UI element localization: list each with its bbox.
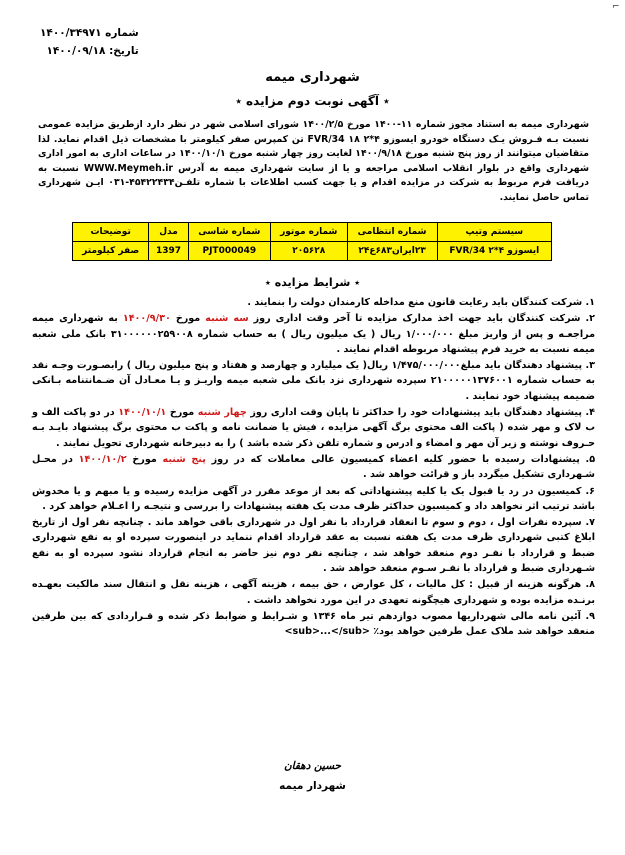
term-2 <box>32 311 595 357</box>
table-row <box>73 242 552 261</box>
cell-system: ایسوزو ۴*۲ FVR/34 <box>437 242 551 261</box>
term-4-text-b: مورخ <box>169 407 195 419</box>
table-header-row <box>73 223 552 242</box>
header-system: سیستم وتیپ <box>437 223 551 242</box>
term-4-day: چهار شنبه <box>197 407 247 419</box>
term-5-date: ۱۴۰۰/۱۰/۲ <box>78 453 127 465</box>
term-6: ۶. کمیسیون در رد یا قبول یک یا کلیه پیشنهاداتی که بعد از موعد مقرر در آگهی مزایده رسیده و یا مبهم و یا مخدوش باشد ترتیب اثر نخواهد داد و کمیسیون حداکثر ظرف مدت یک هفته پیشنهادات را بررسی و نتیجـه را اعـلام خواهد کرد . <box>32 485 595 512</box>
website-link[interactable]: WWW.Meymeh.ir <box>83 162 173 174</box>
term-2-text-c: به شهرداری میمه مراجعـه و پس از واریز مبلغ ۱/۰۰۰/۰۰۰ ریال ( یک میلیون ریال ) به حساب شماره ۳۱۰۰۰۰۰۰۲۵۹۰۰۸ بانک ملی شعبه میمه نسبت به خرید فرم پیشنهاد مربوطه اقدام نمایند . <box>32 313 596 355</box>
term-1: ۱. شرکت کنندگان باید رعایت قانون منع مداخله کارمندان دولت را بنمایند . <box>247 297 595 308</box>
term-4-text-a: ۴. پیشنهاد دهندگان باید پیشنهادات خود را حداکثر تا پایان وقت اداری روز <box>250 407 595 419</box>
corner-mark-icon: ⌐ <box>612 2 620 12</box>
intro-text-2: نسبت به دریافت فرم مربوط به شرکت در مزایده اقدام و یا جهت کسب اطلاعات با شماره تلفـن۴۵۴۲۲۴۳۴-۰۳۱ ایـن شهرداری تماس حاصل نمایند. <box>38 162 589 203</box>
term-4-date: ۱۴۰۰/۱۰/۱ <box>118 407 167 419</box>
term-5-text-a: ۵. پیشنهادات رسیده با حضور کلیه اعضاء کمیسیون عالی معاملات که در روز <box>211 453 596 465</box>
vehicle-spec-table <box>72 222 552 261</box>
letter-date: تاریخ: ۱۴۰۰/۰۹/۱۸ <box>46 45 139 57</box>
signatory-title: شهردار میمه <box>279 780 346 792</box>
cell-notes: صفر کیلومتر <box>73 242 149 261</box>
term-3: ۳. پیشنهاد دهندگان باید مبلغ۱/۴۷۵/۰۰۰/۰۰۰ ریال( یک میلیارد و چهارصد و هفتاد و پنج میلیون ریال ) رابصـورت وجـه نقد به حساب شماره ۲۱۰۰۰۰۰۱۳۷۶۰۰۱ سپرده شهرداری نزد بانک ملی شعبه میمه واریـز و یـا معـادل آن ضـمانتنامه بـانکی ضمیمه پیشنهاد خود نمایند . <box>32 360 596 402</box>
cell-plate: ۲۳ایران۶۸۳ع۲۴ <box>347 242 437 261</box>
header-chassis: شماره شاسی <box>188 223 270 242</box>
cell-chassis: PJT000049 <box>188 242 270 261</box>
cell-engine: ۲۰۵۶۲۸ <box>270 242 347 261</box>
signature-block <box>0 756 625 796</box>
cell-model: 1397 <box>149 242 188 261</box>
term-5-text-c: در محـل شـهرداری تشکیل میگردد باز و قرائت خواهد شد . <box>32 453 595 481</box>
letter-meta <box>40 24 139 60</box>
term-5-day: پنج شنبه <box>162 453 206 465</box>
term-7: ۷. سپرده نفرات اول ، دوم و سوم تا انعقاد قرارداد با نفر اول در شهرداری باقی خواهد ماند . چنانچه نفر اول از تاریخ ابلاغ کتبی شهرداری ظرف مدت یک هفته نسبت به عقد قرارداد اقدام ننماید در اینصورت سپرده او به نفع شهرداری ضبط و قرارداد با نفـر دوم منعقد خواهد شد ، چنانچه نفر دوم نیز حاضر به انجام قرارداد نشود سپرده او به نفع شـهرداری ضبط و قرارداد با نفـر سـوم منعقد خواهد شد . <box>32 517 595 575</box>
term-2-text-a: ۲. شرکت کنندگان باید جهت اخذ مدارک مزایده تا آخر وقت اداری روز <box>253 313 595 325</box>
header-model: مدل <box>149 223 188 242</box>
term-2-text-b: مورخ <box>175 313 201 325</box>
term-8: ۸. هرگونه هزینه از قبیل : کل مالیات ، کل عوارض ، حق بیمه ، هزینه آگهی ، هزینه نقل و انتقال سند مالکیت بعهـده برنـده مزایده بوده و شهرداری هیچگونه تعهدی در این مورد نخواهد داشت . <box>32 579 595 606</box>
org-title: شهرداری میمه <box>265 70 360 85</box>
terms-list <box>32 295 595 641</box>
term-2-day: سه شنبه <box>205 313 249 325</box>
term-4-text-c: در دو پاکت الف و ب لاک و مهر شده ( پاکت الف محتوی برگ آگهی مزایده ، فیش یا ضمانت نامه و پاکت ب محتوی برگ پیشنهاد بایـد بـه حـروف نوشته و زیر آن مهر و امضاء و ادرس و شماره تلفن ذکر شده باشد ) را به دبیرخانه شهرداری تحویل نمایند . <box>32 407 595 449</box>
header-notes: توضیحات <box>73 223 149 242</box>
term-9: ۹. آئین نامه مالی شهرداریها مصوب دوازدهم تیر ماه ۱۳۴۶ و شـرایط و ضوابط ذکر شده و قـراردادی که بین طرفین منعقد خواهد شد ملاک عمل طرفین خواهد بود٪ <sub>...</sub> <box>32 610 595 638</box>
term-5 <box>32 452 595 483</box>
term-4 <box>32 405 595 451</box>
notice-title: ٭ آگهی نوبت دوم مزایده ٭ <box>235 94 390 108</box>
term-2-date: ۱۴۰۰/۹/۳۰ <box>122 313 171 325</box>
term-5-text-b: مورخ <box>132 453 157 465</box>
intro-text-1: شهرداری میمه به استناد مجوز شماره ۱۱-۱۴۰۰ مورخ ۱۴۰۰/۲/۵ شورای اسلامی شهر در نظر دارد ازطریق مزایده عمومی نسبت بـه فـروش یـک دستگاه خودرو ایسوزو ۴*۲ FVR/34 ۱۸ تن کمپرس صفر کیلومتر با مشخصات ذیل اقدام نماید. لذا متقاضیان میتوانند از روز پنج شنبه مورخ ۱۴۰۰/۹/۱۸ لغایت روز چهار شنبه مورخ ۱۴۰۰/۱۰/۱ در ساعات اداری به امور اداری شهرداری واقع در بلوار انقلاب اسلامی مراجعه و یا از سایت شهرداری میمه به آدرس <box>38 119 589 174</box>
letter-number: شماره ۱۴۰۰/۳۴۹۷۱ <box>40 27 139 39</box>
signatory-name: حسین دهقان <box>283 760 342 772</box>
header-plate: شماره انتظامی <box>347 223 437 242</box>
intro-paragraph <box>38 118 589 206</box>
header-engine: شماره موتور <box>270 223 347 242</box>
terms-title: ٭ شرایط مزایده ٭ <box>264 276 361 289</box>
